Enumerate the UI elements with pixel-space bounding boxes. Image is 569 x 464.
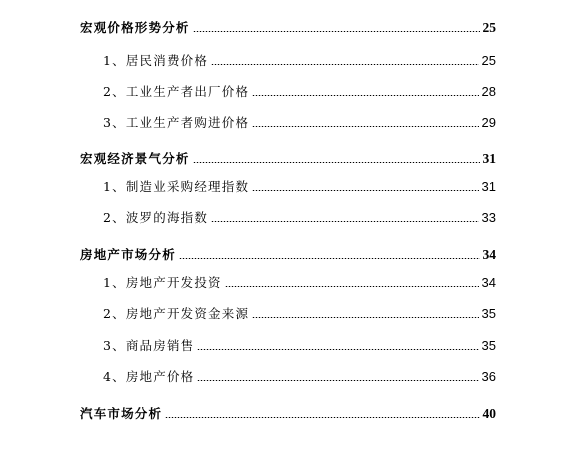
toc-item-ppirm[interactable] (103, 112, 496, 132)
toc-item-label: 3、商品房销售 (103, 338, 195, 353)
toc-item-re-investment[interactable] (103, 272, 496, 292)
toc-page-number: 25 (481, 53, 496, 68)
toc-item-re-prices[interactable] (103, 366, 496, 386)
toc-section-business-climate[interactable] (80, 148, 496, 168)
toc-item-label: 2、房地产开发资金来源 (103, 306, 250, 321)
toc-item-baltic-index[interactable] (103, 207, 496, 227)
toc-section-auto-market[interactable] (80, 403, 496, 423)
toc-section-price-analysis[interactable] (80, 17, 496, 37)
toc-item-pmi[interactable] (103, 176, 496, 196)
toc-item-label: 1、房地产开发投资 (103, 275, 222, 290)
toc-page-number: 28 (481, 84, 496, 99)
toc-item-cpi[interactable] (103, 50, 496, 70)
toc-dot-leader (252, 126, 478, 127)
toc-section-title: 宏观经济景气分析 (80, 151, 190, 166)
toc-item-label: 4、房地产价格 (103, 369, 195, 384)
toc-dot-leader (165, 417, 479, 418)
toc-dot-leader (193, 162, 480, 163)
toc-dot-leader (252, 317, 478, 318)
toc-section-title: 汽车市场分析 (80, 406, 163, 421)
toc-page-number: 36 (481, 369, 496, 384)
toc-item-label: 2、波罗的海指数 (103, 210, 209, 225)
toc-dot-leader (252, 95, 478, 96)
toc-dot-leader (197, 349, 478, 350)
toc-page-number: 33 (481, 210, 496, 225)
toc-dot-leader (211, 221, 478, 222)
toc-page-number: 35 (481, 306, 496, 321)
toc-dot-leader (225, 286, 479, 287)
toc-item-label: 1、居民消费价格 (103, 53, 209, 68)
toc-item-label: 3、工业生产者购进价格 (103, 115, 250, 130)
toc-page-number: 31 (481, 179, 496, 194)
toc-dot-leader (179, 258, 480, 259)
toc-section-title: 宏观价格形势分析 (80, 20, 190, 35)
toc-page-number: 29 (481, 115, 496, 130)
toc-item-label: 2、工业生产者出厂价格 (103, 84, 250, 99)
toc-item-housing-sales[interactable] (103, 335, 496, 355)
toc-section-title: 房地产市场分析 (80, 247, 176, 262)
toc-item-re-funding[interactable] (103, 303, 496, 323)
toc-dot-leader (193, 31, 480, 32)
toc-section-real-estate[interactable] (80, 244, 496, 264)
toc-page-number: 40 (482, 406, 496, 421)
toc-item-ppi[interactable] (103, 81, 496, 101)
toc-page-number: 34 (481, 275, 496, 290)
toc-dot-leader (197, 380, 478, 381)
toc-page-number: 35 (481, 338, 496, 353)
toc-page-number: 34 (482, 247, 496, 262)
toc-page-number: 25 (482, 20, 496, 35)
toc-dot-leader (211, 64, 478, 65)
toc-item-label: 1、制造业采购经理指数 (103, 179, 250, 194)
toc-dot-leader (252, 190, 478, 191)
toc-page-number: 31 (482, 151, 496, 166)
